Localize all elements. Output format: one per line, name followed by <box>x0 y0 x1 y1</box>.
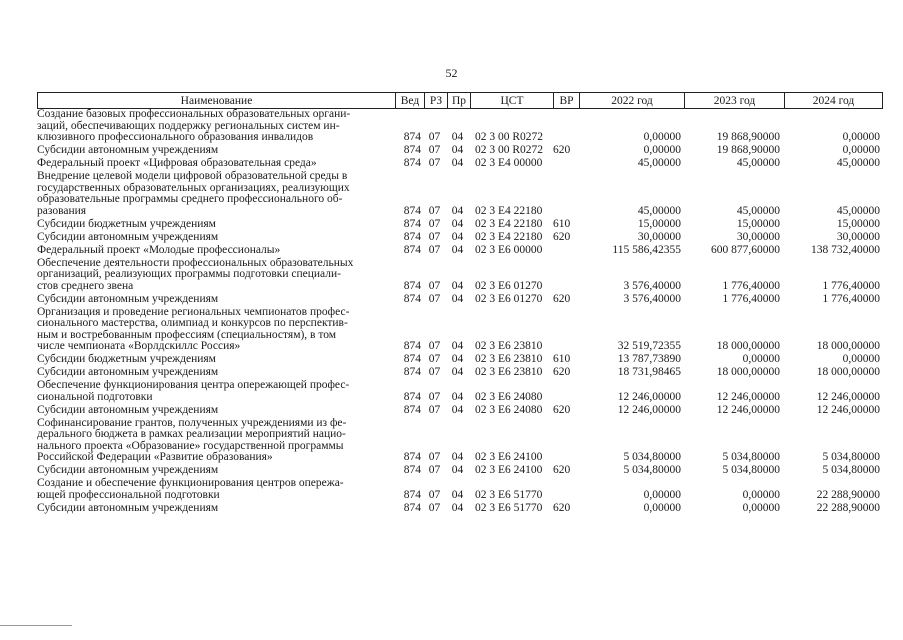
row-vr: 610 <box>553 353 571 366</box>
row-ved: 874 <box>403 243 421 256</box>
row-value-2024: 1 776,40000 <box>822 292 880 305</box>
row-value-2023: 45,00000 <box>736 204 780 217</box>
row-cst: 02 3 00 R0272 <box>475 131 544 144</box>
row-value-2024: 18 000,00000 <box>816 340 880 353</box>
row-value-2023: 19 868,90000 <box>716 131 780 144</box>
row-cst: 02 3 E6 23810 <box>475 366 543 379</box>
row-vr <box>552 418 578 464</box>
row-rz: 07 <box>428 204 441 217</box>
row-ved: 874 <box>403 403 421 416</box>
row-ved: 874 <box>403 366 421 379</box>
row-value-2024: 15,00000 <box>836 217 880 230</box>
row-ved: 874 <box>403 204 421 217</box>
table-row <box>37 145 883 157</box>
row-vr: 620 <box>553 366 571 379</box>
row-name: Софинансирование грантов, полученных учреждениями из фе- дерального бюджета в рамках реализации мероприятий нацио- нального проекта «Образование» государственной программы Российской Федерации «Развитие образования» <box>37 416 347 464</box>
row-rz: 07 <box>428 292 441 305</box>
row-ved: 874 <box>403 230 421 243</box>
table-row <box>37 219 883 231</box>
row-vr <box>552 258 578 293</box>
row-name: Субсидии автономным учреждениям <box>37 230 219 243</box>
row-value-2022: 115 586,42355 <box>612 243 681 256</box>
row-ved: 874 <box>403 340 421 353</box>
row-vr: 620 <box>553 501 571 514</box>
row-value-2024: 45,00000 <box>836 157 880 170</box>
row-ved: 874 <box>403 131 421 144</box>
row-name: Субсидии автономным учреждениям <box>37 366 219 379</box>
table-row <box>37 478 883 501</box>
row-value-2024: 18 000,00000 <box>816 366 880 379</box>
row-cst: 02 3 00 R0272 <box>475 144 544 157</box>
header-year-2023: 2023 год <box>684 93 784 108</box>
row-value-2024: 0,00000 <box>842 144 880 157</box>
row-value-2022: 3 576,40000 <box>623 292 681 305</box>
row-vr <box>552 109 578 144</box>
row-vr: 610 <box>553 217 571 230</box>
header-year-2022: 2022 год <box>579 93 684 108</box>
row-cst: 02 3 E4 22180 <box>475 230 543 243</box>
row-cst: 02 3 E6 24080 <box>475 403 543 416</box>
row-rz: 07 <box>428 217 441 230</box>
row-name: Организация и проведение региональных чемпионатов профес- сионального мастерства, олимпиад и конкурсов по перспектив- ным и востребованным профессиям (специальностям), в том числе чемпионата «Ворлдскиллс Россия» <box>37 305 350 353</box>
row-pr: 04 <box>451 403 464 416</box>
row-value-2023: 18 000,00000 <box>716 366 780 379</box>
row-pr: 04 <box>451 501 464 514</box>
row-rz: 07 <box>428 340 441 353</box>
row-name: Обеспечение деятельности профессиональных образовательных организаций, реализующих программы подготовки специали- стов среднего звена <box>37 256 354 292</box>
row-pr: 04 <box>451 204 464 217</box>
row-pr: 04 <box>451 390 464 403</box>
table-row <box>37 354 883 366</box>
row-pr: 04 <box>451 217 464 230</box>
table-row <box>37 258 883 293</box>
row-pr: 04 <box>451 488 464 501</box>
row-rz: 07 <box>428 131 441 144</box>
row-name: Федеральный проект «Молодые профессионалы» <box>37 243 281 256</box>
row-name: Субсидии автономным учреждениям <box>37 403 219 416</box>
row-value-2022: 32 519,72355 <box>617 340 681 353</box>
row-rz: 07 <box>428 403 441 416</box>
row-value-2022: 12 246,00000 <box>617 403 681 416</box>
row-vr <box>552 171 578 217</box>
row-vr <box>552 158 578 170</box>
row-value-2022: 5 034,80000 <box>623 451 681 464</box>
row-value-2024: 12 246,00000 <box>816 403 880 416</box>
row-cst: 02 3 E6 24100 <box>475 451 543 464</box>
row-pr: 04 <box>451 353 464 366</box>
row-rz: 07 <box>428 501 441 514</box>
footer-divider <box>0 625 72 626</box>
header-rz: РЗ <box>424 93 447 108</box>
row-ved: 874 <box>403 390 421 403</box>
row-rz: 07 <box>428 243 441 256</box>
row-vr <box>552 307 578 353</box>
row-name: Внедрение целевой модели цифровой образовательной среды в государственных образовательных организациях, реализующих образовательные программы среднего профессионального об- разования <box>37 170 350 217</box>
row-value-2022: 0,00000 <box>643 501 681 514</box>
row-value-2023: 30,00000 <box>736 230 780 243</box>
header-name: Наименование <box>180 94 253 107</box>
row-pr: 04 <box>451 157 464 170</box>
row-value-2023: 15,00000 <box>736 217 780 230</box>
row-cst: 02 3 E6 51770 <box>475 488 543 501</box>
row-value-2022: 0,00000 <box>643 131 681 144</box>
row-rz: 07 <box>428 390 441 403</box>
row-pr: 04 <box>451 292 464 305</box>
table-row <box>37 307 883 353</box>
row-ved: 874 <box>403 353 421 366</box>
row-pr: 04 <box>451 451 464 464</box>
row-rz: 07 <box>428 144 441 157</box>
table-row <box>37 158 883 170</box>
row-value-2024: 45,00000 <box>836 204 880 217</box>
row-vr: 620 <box>553 230 571 243</box>
row-value-2022: 45,00000 <box>637 204 681 217</box>
row-ved: 874 <box>403 144 421 157</box>
row-value-2022: 30,00000 <box>637 230 681 243</box>
table-row <box>37 465 883 477</box>
row-value-2023: 1 776,40000 <box>722 279 780 292</box>
row-value-2024: 30,00000 <box>836 230 880 243</box>
row-value-2022: 3 576,40000 <box>623 279 681 292</box>
row-cst: 02 3 E6 01270 <box>475 279 543 292</box>
row-vr: 620 <box>553 144 571 157</box>
row-value-2022: 12 246,00000 <box>617 390 681 403</box>
row-name: Субсидии бюджетным учреждениям <box>37 353 216 366</box>
table-body <box>37 109 883 516</box>
row-rz: 07 <box>428 464 441 477</box>
row-cst: 02 3 E6 51770 <box>475 501 543 514</box>
row-value-2023: 45,00000 <box>736 157 780 170</box>
row-cst: 02 3 E6 24100 <box>475 464 543 477</box>
row-ved: 874 <box>403 292 421 305</box>
row-name: Субсидии бюджетным учреждениям <box>37 217 216 230</box>
row-cst: 02 3 E4 22180 <box>475 204 543 217</box>
table-row <box>37 294 883 306</box>
row-value-2024: 22 288,90000 <box>816 501 880 514</box>
row-value-2024: 5 034,80000 <box>822 464 880 477</box>
page-number: 52 <box>445 66 458 80</box>
row-cst: 02 3 E6 01270 <box>475 292 543 305</box>
row-name: Субсидии автономным учреждениям <box>37 464 219 477</box>
row-ved: 874 <box>403 217 421 230</box>
row-ved: 874 <box>403 488 421 501</box>
row-cst: 02 3 E4 00000 <box>475 157 543 170</box>
row-vr: 620 <box>553 464 571 477</box>
header-year-2024: 2024 год <box>784 93 882 108</box>
table-row <box>37 405 883 417</box>
row-value-2023: 5 034,80000 <box>722 464 780 477</box>
table-header <box>37 92 883 109</box>
row-cst: 02 3 E6 00000 <box>475 243 543 256</box>
row-value-2023: 18 000,00000 <box>716 340 780 353</box>
row-value-2022: 15,00000 <box>637 217 681 230</box>
row-pr: 04 <box>451 131 464 144</box>
table-row <box>37 418 883 464</box>
row-value-2022: 5 034,80000 <box>623 464 681 477</box>
row-vr <box>552 380 578 403</box>
row-ved: 874 <box>403 157 421 170</box>
row-rz: 07 <box>428 230 441 243</box>
row-cst: 02 3 E6 23810 <box>475 353 543 366</box>
row-rz: 07 <box>428 353 441 366</box>
header-cst: ЦСТ <box>470 93 553 108</box>
row-value-2022: 13 787,73890 <box>617 353 681 366</box>
row-value-2024: 0,00000 <box>842 353 880 366</box>
row-ved: 874 <box>403 451 421 464</box>
row-vr: 620 <box>553 403 571 416</box>
row-name: Обеспечение функционирования центра опережающей профес- сиональной подготовки <box>37 379 350 403</box>
row-value-2023: 0,00000 <box>742 488 780 501</box>
row-value-2023: 12 246,00000 <box>716 403 780 416</box>
row-name: Субсидии автономным учреждениям <box>37 292 219 305</box>
row-value-2022: 18 731,98465 <box>617 366 681 379</box>
row-value-2023: 0,00000 <box>742 501 780 514</box>
row-name: Создание базовых профессиональных образовательных органи- заций, обеспечивающих поддержку региональных систем ин- клюзивного профессионального образования инвалидов <box>37 108 351 144</box>
row-pr: 04 <box>451 366 464 379</box>
row-name: Создание и обеспечение функционирования центров опережа- ющей профессиональной подготовки <box>37 477 344 501</box>
row-value-2024: 5 034,80000 <box>822 451 880 464</box>
row-cst: 02 3 E4 22180 <box>475 217 543 230</box>
row-pr: 04 <box>451 464 464 477</box>
row-value-2024: 138 732,40000 <box>811 243 880 256</box>
row-cst: 02 3 E6 24080 <box>475 390 543 403</box>
row-rz: 07 <box>428 157 441 170</box>
row-value-2022: 45,00000 <box>637 157 681 170</box>
row-name: Субсидии автономным учреждениям <box>37 144 219 157</box>
row-value-2023: 12 246,00000 <box>716 390 780 403</box>
row-value-2024: 1 776,40000 <box>822 279 880 292</box>
row-value-2024: 22 288,90000 <box>816 488 880 501</box>
row-rz: 07 <box>428 366 441 379</box>
row-value-2023: 600 877,60000 <box>711 243 780 256</box>
table-row <box>37 503 883 515</box>
row-pr: 04 <box>451 243 464 256</box>
row-cst: 02 3 E6 23810 <box>475 340 543 353</box>
table-row <box>37 232 883 244</box>
row-name: Федеральный проект «Цифровая образовательная среда» <box>37 157 317 170</box>
header-pr: Пр <box>447 93 470 108</box>
row-rz: 07 <box>428 451 441 464</box>
row-ved: 874 <box>403 279 421 292</box>
row-value-2022: 0,00000 <box>643 144 681 157</box>
row-pr: 04 <box>451 230 464 243</box>
table-row <box>37 109 883 144</box>
table-row <box>37 245 883 257</box>
row-pr: 04 <box>451 279 464 292</box>
row-vr <box>552 478 578 501</box>
table-row <box>37 367 883 379</box>
row-rz: 07 <box>428 279 441 292</box>
row-ved: 874 <box>403 464 421 477</box>
row-value-2023: 5 034,80000 <box>722 451 780 464</box>
table-row <box>37 171 883 217</box>
row-value-2023: 19 868,90000 <box>716 144 780 157</box>
row-vr: 620 <box>553 292 571 305</box>
row-pr: 04 <box>451 340 464 353</box>
row-pr: 04 <box>451 144 464 157</box>
row-rz: 07 <box>428 488 441 501</box>
row-vr <box>552 245 578 257</box>
header-vr: ВР <box>553 93 579 108</box>
row-value-2024: 12 246,00000 <box>816 390 880 403</box>
row-value-2023: 0,00000 <box>742 353 780 366</box>
row-value-2023: 1 776,40000 <box>722 292 780 305</box>
header-ved: Вед <box>395 93 424 108</box>
row-name: Субсидии автономным учреждениям <box>37 501 219 514</box>
table-row <box>37 380 883 403</box>
row-ved: 874 <box>403 501 421 514</box>
row-value-2022: 0,00000 <box>643 488 681 501</box>
row-value-2024: 0,00000 <box>842 131 880 144</box>
